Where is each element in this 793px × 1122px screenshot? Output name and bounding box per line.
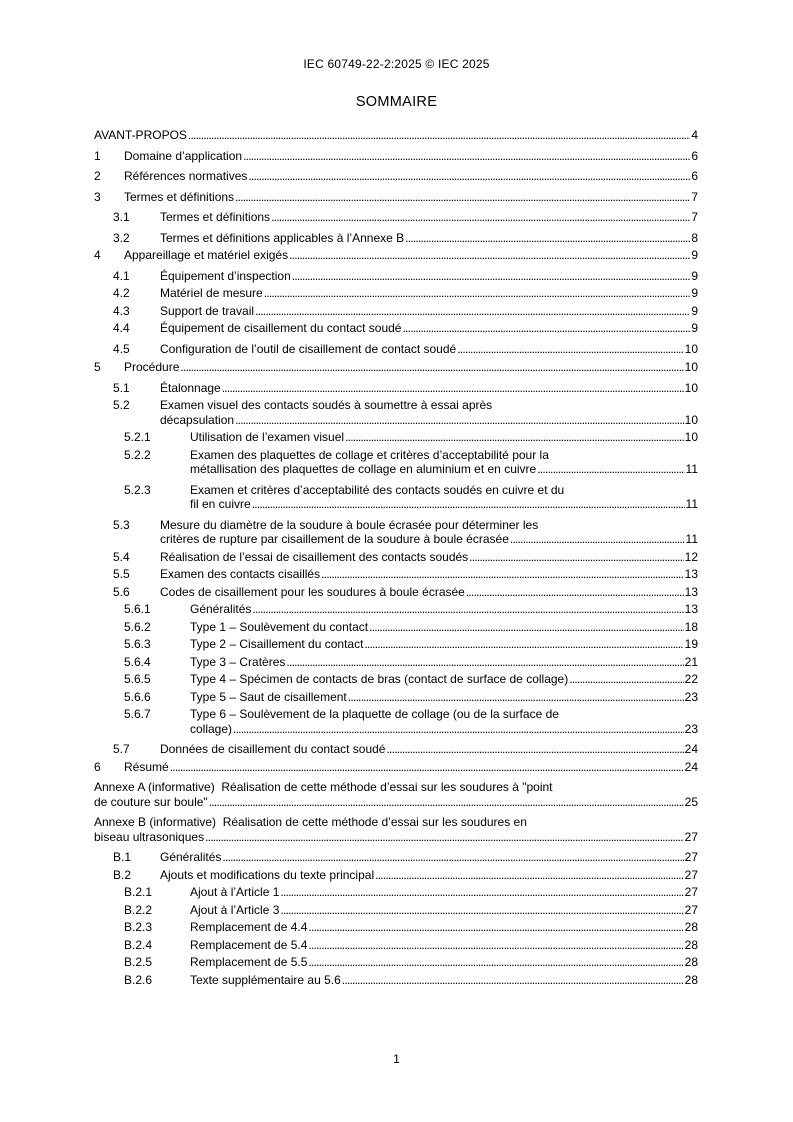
toc-entry-5-1[interactable]	[94, 381, 698, 396]
toc-entry-text-line2: fil en cuivre	[190, 497, 251, 511]
toc-entry-annexe-b[interactable]	[94, 815, 698, 844]
toc-entry-number: 5.6.5	[124, 672, 151, 686]
toc-entry-number: B.1	[113, 850, 132, 864]
toc-leader	[188, 128, 690, 143]
toc-leader	[457, 342, 683, 357]
toc-entry-b-2-4[interactable]	[94, 938, 698, 953]
toc-entry-b-2-1[interactable]	[94, 885, 698, 900]
toc-entry-text: Examen des contacts cisaillés	[160, 567, 321, 581]
toc-leader	[386, 742, 683, 757]
toc-leader	[209, 795, 684, 810]
toc-leader	[252, 497, 685, 512]
toc-entry-number: 5.6.7	[124, 707, 151, 721]
toc-page-number: 11	[685, 462, 698, 476]
toc-page-number: 27	[684, 902, 698, 917]
toc-entry-number: 5.1	[113, 380, 130, 395]
toc-page-number: 23	[684, 721, 698, 736]
toc-entry-text-line2: de couture sur boule"	[94, 794, 208, 809]
toc-entry-text: Ajouts et modifications du texte principal	[160, 867, 375, 882]
toc-page-number: 23	[684, 689, 698, 704]
toc-leader	[233, 722, 684, 737]
toc-entry-text: Remplacement de 5.5	[190, 955, 308, 969]
toc-entry-5-4[interactable]	[94, 550, 698, 565]
toc-entry-text: Procédure	[124, 360, 180, 374]
toc-entry-number: 5.6.3	[124, 637, 151, 651]
toc-entry-5-6-5[interactable]	[94, 672, 698, 687]
toc-leader	[375, 868, 684, 883]
toc-entry-number: 3	[94, 189, 101, 204]
toc-entry-text: Utilisation de l’examen visuel	[190, 430, 345, 444]
toc-entry-5-2[interactable]	[94, 398, 698, 427]
toc-entry-text: Équipement de cisaillement du contact soudé	[160, 321, 402, 335]
toc-leader	[235, 413, 684, 428]
toc-entry-number: 5.6	[113, 584, 130, 599]
toc-entry-number: B.2.3	[124, 920, 153, 934]
toc-entry-number: B.2.6	[124, 972, 153, 987]
toc-entry-b-2-3[interactable]	[94, 920, 698, 935]
toc-entry-text: Type 1 – Soulèvement du contact	[190, 619, 369, 634]
toc-leader	[308, 955, 683, 970]
toc-leader	[264, 286, 691, 301]
toc-leader	[364, 637, 683, 652]
toc-entry-number: B.2	[113, 867, 132, 882]
toc-leader	[180, 360, 683, 375]
toc-entry-b-2-5[interactable]	[94, 955, 698, 970]
toc-entry-3[interactable]	[94, 190, 698, 205]
toc-entry-number: 2	[94, 169, 101, 183]
toc-entry-number: 5.6.4	[124, 654, 151, 669]
toc-leader	[280, 885, 683, 900]
toc-entry-5-7[interactable]	[94, 742, 698, 757]
toc-entry-text: Texte supplémentaire au 5.6	[190, 972, 341, 987]
toc-entry-text: Remplacement de 5.4	[190, 937, 308, 952]
toc-leader	[170, 760, 684, 775]
toc-entry-number: 5.2	[113, 398, 130, 412]
toc-entry-text: Support de travail	[160, 303, 255, 318]
toc-entry-b-1[interactable]	[94, 850, 698, 865]
toc-leader	[342, 973, 684, 988]
toc-page-number: 28	[684, 955, 698, 969]
toc-page-number: 11	[685, 532, 698, 546]
toc-entry-text-line1: Annexe B (informative) Réalisation de cette méthode d’essai sur les soudures en	[94, 815, 527, 829]
toc-entry-5-2-3[interactable]	[94, 483, 698, 512]
toc-entry-4-4[interactable]	[94, 321, 698, 336]
toc-entry-text-line1: Examen et critères d’acceptabilité des contacts soudés en cuivre et du	[190, 482, 565, 497]
toc-entry-text-line1: Examen des plaquettes de collage et critères d’acceptabilité pour la	[190, 447, 549, 462]
toc-leader	[308, 920, 683, 935]
toc-entry-3-1[interactable]	[94, 210, 698, 225]
toc-entry-text-line1: Mesure du diamètre de la soudure à boule écrasée pour déterminer les	[160, 517, 539, 532]
toc-entry-text: Équipement d’inspection	[160, 268, 291, 283]
toc-entry-text-line1: Type 6 – Soulèvement de la plaquette de collage (ou de la surface de	[190, 707, 559, 721]
toc-entry-b-2-2[interactable]	[94, 903, 698, 918]
toc-entry-avant-propos[interactable]	[94, 128, 698, 143]
toc-entry-text: Termes et définitions	[124, 189, 235, 204]
toc-page-number: 12	[684, 549, 698, 564]
toc-entry-text: Type 5 – Saut de cisaillement	[190, 689, 347, 704]
toc-page-number: 10	[684, 412, 698, 427]
toc-page-number: 24	[684, 759, 698, 774]
toc-entry-number: 5.2.2	[124, 447, 151, 462]
toc-entry-text: Domaine d’application	[124, 148, 243, 163]
toc-page-number: 9	[691, 268, 698, 283]
toc-entry-text: Termes et définitions applicables à l’Annexe B	[160, 230, 405, 245]
toc-entry-text: Résumé	[124, 759, 169, 774]
toc-leader	[292, 269, 691, 284]
toc-page-number: 18	[684, 619, 698, 634]
toc-page-number: 9	[691, 248, 698, 262]
toc-entry-number: 5.2.1	[124, 430, 151, 444]
toc-entry-3-2[interactable]	[94, 231, 698, 246]
toc-entry-number: 5.6.1	[124, 602, 151, 616]
toc-leader	[345, 430, 684, 445]
toc-page-number: 27	[684, 885, 698, 899]
toc-entry-number: 4.4	[113, 321, 130, 335]
toc-entry-text-line2: critères de rupture par cisaillement de la soudure à boule écrasée	[160, 532, 509, 546]
toc-leader	[280, 903, 683, 918]
toc-entry-5-2-2[interactable]	[94, 448, 698, 477]
toc-page-number: 10	[684, 430, 698, 444]
toc-entry-5-6-4[interactable]	[94, 655, 698, 670]
toc-page-number: 6	[691, 169, 698, 183]
toc-page-number: 9	[691, 321, 698, 335]
toc-entry-text-line2: collage)	[190, 721, 233, 736]
toc-entry-number: 5.6.2	[124, 619, 151, 634]
toc-leader	[537, 462, 684, 477]
toc-page-number: 21	[684, 654, 698, 669]
toc-entry-text-line1: Annexe A (informative) Réalisation de cette méthode d’essai sur les soudures à "point	[94, 780, 553, 794]
toc-leader	[248, 169, 690, 184]
toc-leader	[402, 321, 690, 336]
toc-entry-5-6[interactable]	[94, 585, 698, 600]
toc-entry-5-6-3[interactable]	[94, 637, 698, 652]
toc-entry-5[interactable]	[94, 360, 698, 375]
toc-leader	[466, 585, 684, 600]
toc-entry-number: 5	[94, 360, 101, 374]
toc-page-number: 27	[684, 850, 698, 864]
toc-leader	[271, 210, 690, 225]
toc-entry-text: Type 4 – Spécimen de contacts de bras (contact de surface de collage)	[190, 672, 569, 686]
document-header: IEC 60749-22-2:2025 © IEC 2025	[303, 57, 490, 71]
toc-leader	[252, 602, 683, 617]
toc-leader	[222, 381, 684, 396]
toc-page-number: 10	[684, 380, 698, 395]
toc-leader	[510, 532, 685, 547]
toc-entry-text: Ajout à l’Article 3	[190, 902, 280, 917]
toc-entry-number: 5.7	[113, 742, 130, 756]
toc-leader	[205, 830, 684, 845]
toc-entry-number: 4.3	[113, 303, 130, 318]
toc-entry-text: Réalisation de l’essai de cisaillement des contacts soudés	[160, 549, 469, 564]
toc-entry-text-line2: biseau ultrasoniques	[94, 829, 205, 844]
toc-entry-number: 4.5	[113, 341, 130, 356]
toc-entry-text-line2: décapsulation	[160, 412, 235, 427]
toc-entry-text: Matériel de mesure	[160, 286, 263, 300]
toc-entry-number: 5.3	[113, 517, 130, 532]
toc-entry-text: Références normatives	[124, 169, 248, 183]
toc-entry-5-5[interactable]	[94, 567, 698, 582]
toc-entry-number: 4.1	[113, 268, 130, 283]
toc-entry-text: Étalonnage	[160, 380, 221, 395]
toc-page-number: 27	[684, 829, 698, 844]
toc-page-number: 7	[691, 189, 698, 204]
toc-leader	[369, 620, 684, 635]
toc-entry-2[interactable]	[94, 169, 698, 184]
toc-entry-number: 3.1	[113, 210, 130, 224]
toc-entry-text: Remplacement de 4.4	[190, 920, 308, 934]
toc-entry-number: B.2.4	[124, 937, 153, 952]
toc-entry-text: Codes de cisaillement pour les soudures à boule écrasée	[160, 584, 465, 599]
table-of-contents	[94, 124, 698, 987]
page-title: SOMMAIRE	[355, 94, 438, 110]
toc-leader	[348, 690, 684, 705]
toc-page-number: 28	[684, 972, 698, 987]
toc-page-number: 10	[684, 360, 698, 374]
toc-entry-number: B.2.5	[124, 955, 153, 969]
toc-entry-text: Appareillage et matériel exigés	[124, 248, 289, 262]
toc-entry-4[interactable]	[94, 248, 698, 263]
toc-leader	[235, 190, 690, 205]
toc-page-number: 7	[691, 210, 698, 224]
toc-entry-5-2-1[interactable]	[94, 430, 698, 445]
toc-entry-number: 1	[94, 148, 101, 163]
toc-page-number: 11	[685, 497, 698, 511]
toc-leader	[222, 850, 683, 865]
toc-page-number: 9	[691, 286, 698, 300]
toc-page-number: 8	[691, 230, 698, 245]
toc-entry-number: 5.2.3	[124, 482, 151, 497]
toc-entry-text: Type 2 – Cisaillement du contact	[190, 637, 364, 651]
toc-entry-1[interactable]	[94, 149, 698, 164]
toc-page-number: 9	[691, 303, 698, 318]
toc-page-number: 10	[684, 341, 698, 356]
toc-entry-text: Généralités	[190, 602, 252, 616]
toc-page-number: 28	[684, 937, 698, 952]
toc-page-number: 28	[684, 920, 698, 934]
toc-leader	[321, 567, 684, 582]
toc-leader	[308, 938, 683, 953]
toc-entry-text: AVANT-PROPOS	[94, 128, 187, 142]
toc-entry-5-6-2[interactable]	[94, 620, 698, 635]
toc-entry-text: Type 3 – Cratères	[190, 654, 286, 669]
toc-entry-number: 3.2	[113, 230, 130, 245]
toc-entry-number: 5.6.6	[124, 689, 151, 704]
toc-entry-6[interactable]	[94, 760, 698, 775]
toc-page-number: 13	[684, 567, 698, 581]
toc-entry-4-3[interactable]	[94, 304, 698, 319]
toc-entry-number: 5.5	[113, 567, 130, 581]
toc-entry-text: Configuration de l’outil de cisaillement de contact soudé	[160, 341, 457, 356]
toc-leader	[569, 672, 683, 687]
page-number-footer: 1	[393, 1052, 400, 1066]
toc-leader	[405, 231, 690, 246]
toc-entry-4-5[interactable]	[94, 342, 698, 357]
toc-entry-number: 5.4	[113, 549, 130, 564]
toc-entry-text: Termes et définitions	[160, 210, 271, 224]
toc-entry-4-2[interactable]	[94, 286, 698, 301]
toc-entry-number: 6	[94, 759, 101, 774]
toc-page-number: 19	[684, 637, 698, 651]
toc-page-number: 25	[684, 794, 698, 809]
toc-entry-number: B.2.2	[124, 902, 153, 917]
toc-page-number: 22	[684, 672, 698, 686]
toc-entry-5-6-6[interactable]	[94, 690, 698, 705]
toc-entry-text: Ajout à l’Article 1	[190, 885, 280, 899]
toc-entry-text: Données de cisaillement du contact soudé	[160, 742, 386, 756]
toc-entry-4-1[interactable]	[94, 269, 698, 284]
toc-leader	[289, 248, 690, 263]
toc-entry-annexe-a[interactable]	[94, 780, 698, 809]
toc-page-number: 13	[684, 602, 698, 616]
toc-entry-text-line2: métallisation des plaquettes de collage en aluminium et en cuivre	[190, 462, 537, 476]
toc-entry-b-2[interactable]	[94, 868, 698, 883]
toc-page-number: 24	[684, 742, 698, 756]
toc-entry-number: 4.2	[113, 286, 130, 300]
toc-entry-b-2-6[interactable]	[94, 973, 698, 988]
toc-entry-number: 4	[94, 248, 101, 262]
toc-entry-5-3[interactable]	[94, 518, 698, 547]
toc-entry-5-6-1[interactable]	[94, 602, 698, 617]
toc-page-number: 27	[684, 867, 698, 882]
toc-leader	[243, 149, 690, 164]
toc-entry-number: B.2.1	[124, 885, 153, 899]
toc-page-number: 6	[691, 148, 698, 163]
toc-entry-text-line1: Examen visuel des contacts soudés à soumettre à essai après	[160, 398, 493, 412]
toc-leader	[469, 550, 683, 565]
toc-page-number: 13	[684, 584, 698, 599]
toc-leader	[255, 304, 690, 319]
toc-leader	[286, 655, 683, 670]
toc-entry-text: Généralités	[160, 850, 222, 864]
toc-page-number: 4	[691, 128, 698, 142]
toc-entry-5-6-7[interactable]	[94, 707, 698, 736]
